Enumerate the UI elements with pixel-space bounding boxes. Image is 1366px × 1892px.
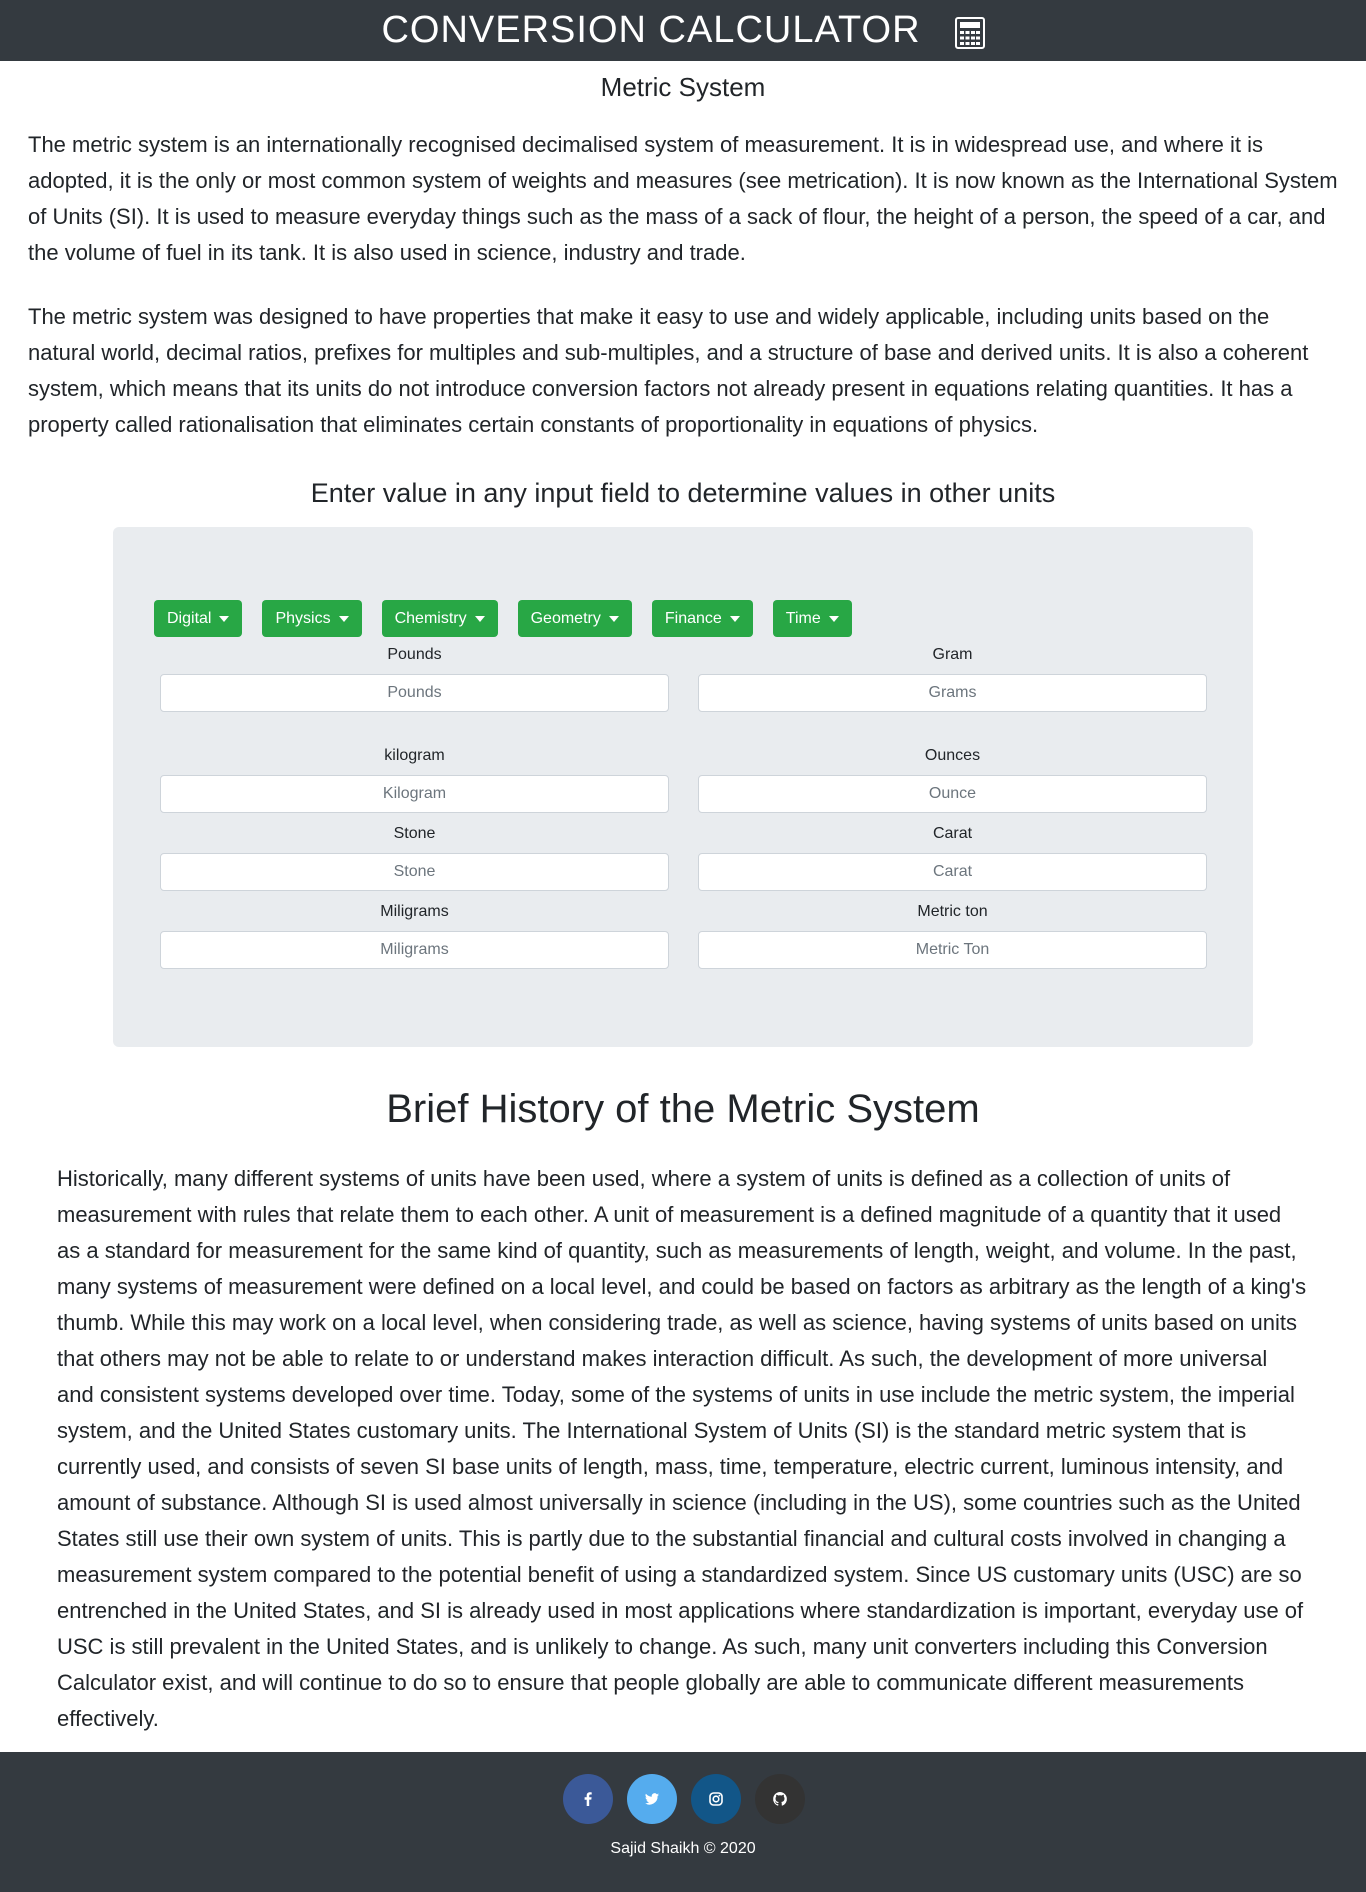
copyright-text: Sajid Shaikh © 2020 (610, 1840, 756, 1857)
dropdown-label: Physics (275, 609, 331, 627)
gram-field-group (698, 644, 1207, 712)
category-dropdown-geometry[interactable] (518, 600, 632, 637)
kilogram-field-group (160, 745, 669, 813)
caret-down-icon (339, 616, 349, 622)
converter-prompt: Enter value in any input field to determine values in other units (310, 478, 1056, 508)
category-dropdown-physics[interactable] (262, 600, 361, 637)
carat-label: Carat (932, 825, 973, 842)
gram-label: Gram (932, 646, 973, 663)
kilogram-input[interactable] (160, 775, 669, 813)
intro-paragraph: The metric system was designed to have properties that make it easy to use and widely applicable, including units based on the natural world, decimal ratios, prefixes for multiples and sub-multiples, and a structure of base and derived units. It is also a coherent system, which means that its units do not introduce conversion factors not already present in equations relating quantities. It has a property called rationalisation that eliminates certain constants of proportionality in equations of physics. (28, 304, 1309, 437)
github-button[interactable] (755, 1774, 805, 1824)
history-title: Brief History of the Metric System (386, 1087, 980, 1131)
instagram-icon (708, 1791, 724, 1807)
carat-field-group (698, 823, 1207, 891)
kilogram-label: kilogram (384, 747, 445, 764)
category-dropdown-digital[interactable] (154, 600, 242, 637)
miligrams-field-group (160, 901, 669, 969)
caret-down-icon (829, 616, 839, 622)
github-icon (772, 1791, 788, 1807)
category-menu (154, 600, 1212, 637)
unit-grid-row-1 (160, 644, 1212, 712)
social-links (563, 1774, 819, 1824)
ounces-label: Ounces (924, 747, 981, 764)
facebook-button[interactable] (563, 1774, 613, 1824)
category-dropdown-time[interactable] (773, 600, 852, 637)
footer (0, 1752, 1366, 1892)
instagram-button[interactable] (691, 1774, 741, 1824)
facebook-icon (580, 1791, 596, 1807)
calculator-icon (955, 17, 985, 49)
history-paragraph: Historically, many different systems of units have been used, where a system of units is defined as a collection of units of measurement with rules that relate them to each other. A unit of measurement is a defined magnitude of a quantity that it used as a standard for measurement for the same kind of quantity, such as measurements of length, weight, and volume. In the past, many systems of measurement were defined on a local level, and could be based on factors as arbitrary as the length of a king's thumb. While this may work on a local level, when considering trade, as well as science, having systems of units based on units that others may not be able to relate to or understand makes interaction difficult. As such, the development of more universal and consistent systems developed over time. Today, some of the systems of units in use include the metric system, the imperial system, and the United States customary units. The International System of Units (SI) is the standard metric system that is currently used, and consists of seven SI base units of length, mass, time, temperature, electric current, luminous intensity, and amount of substance. Although SI is used almost universally in science (including in the US), some countries such as the United States still use their own system of units. This is partly due to the substantial financial and cultural costs involved in changing a measurement system compared to the potential benefit of using a standardized system. Since US customary units (USC) are so entrenched in the United States, and SI is already used in most applications where standardization is important, everyday use of USC is still prevalent in the United States, and is unlikely to change. As such, many unit converters including this Conversion Calculator exist, and will continue to do so to ensure that people globally are able to communicate different measurements effectively. (57, 1166, 1307, 1731)
dropdown-label: Time (785, 609, 821, 627)
dropdown-label: Finance (664, 609, 722, 627)
category-dropdown-finance[interactable] (652, 600, 753, 637)
metric-ton-field-group (698, 901, 1207, 969)
caret-down-icon (730, 616, 740, 622)
category-dropdown-chemistry[interactable] (382, 600, 498, 637)
caret-down-icon (219, 616, 229, 622)
caret-down-icon (475, 616, 485, 622)
stone-field-group (160, 823, 669, 891)
intro-section (0, 127, 1366, 443)
miligrams-label: Miligrams (380, 903, 449, 920)
metric-ton-label: Metric ton (917, 903, 988, 920)
gram-input[interactable] (698, 674, 1207, 712)
stone-input[interactable] (160, 853, 669, 891)
app-title[interactable]: CONVERSION CALCULATOR (381, 9, 921, 51)
dropdown-label: Digital (167, 609, 212, 627)
ounces-input[interactable] (698, 775, 1207, 813)
carat-input[interactable] (698, 853, 1207, 891)
top-navbar (0, 0, 1366, 61)
pounds-label: Pounds (387, 646, 442, 663)
pounds-input[interactable] (160, 674, 669, 712)
intro-paragraph: The metric system is an internationally recognised decimalised system of measurement. It is in widespread use, and where it is adopted, it is the only or most common system of weights and measures (see metrication). It is now known as the International System of Units (SI). It is used to measure everyday things such as the mass of a sack of flour, the height of a person, the speed of a car, and the volume of fuel in its tank. It is also used in science, industry and trade. (28, 132, 1338, 265)
dropdown-label: Chemistry (394, 609, 467, 627)
unit-grid-row-3 (160, 823, 1212, 891)
unit-grid-row-4 (160, 901, 1212, 969)
pounds-field-group (160, 644, 669, 712)
dropdown-label: Geometry (530, 609, 601, 627)
twitter-button[interactable] (627, 1774, 677, 1824)
ounces-field-group (698, 745, 1207, 813)
converter-panel (113, 527, 1253, 1047)
twitter-icon (644, 1791, 660, 1807)
unit-grid-row-2 (160, 745, 1212, 813)
metric-ton-input[interactable] (698, 931, 1207, 969)
stone-label: Stone (393, 825, 436, 842)
section-title: Metric System (600, 72, 766, 102)
miligrams-input[interactable] (160, 931, 669, 969)
caret-down-icon (609, 616, 619, 622)
